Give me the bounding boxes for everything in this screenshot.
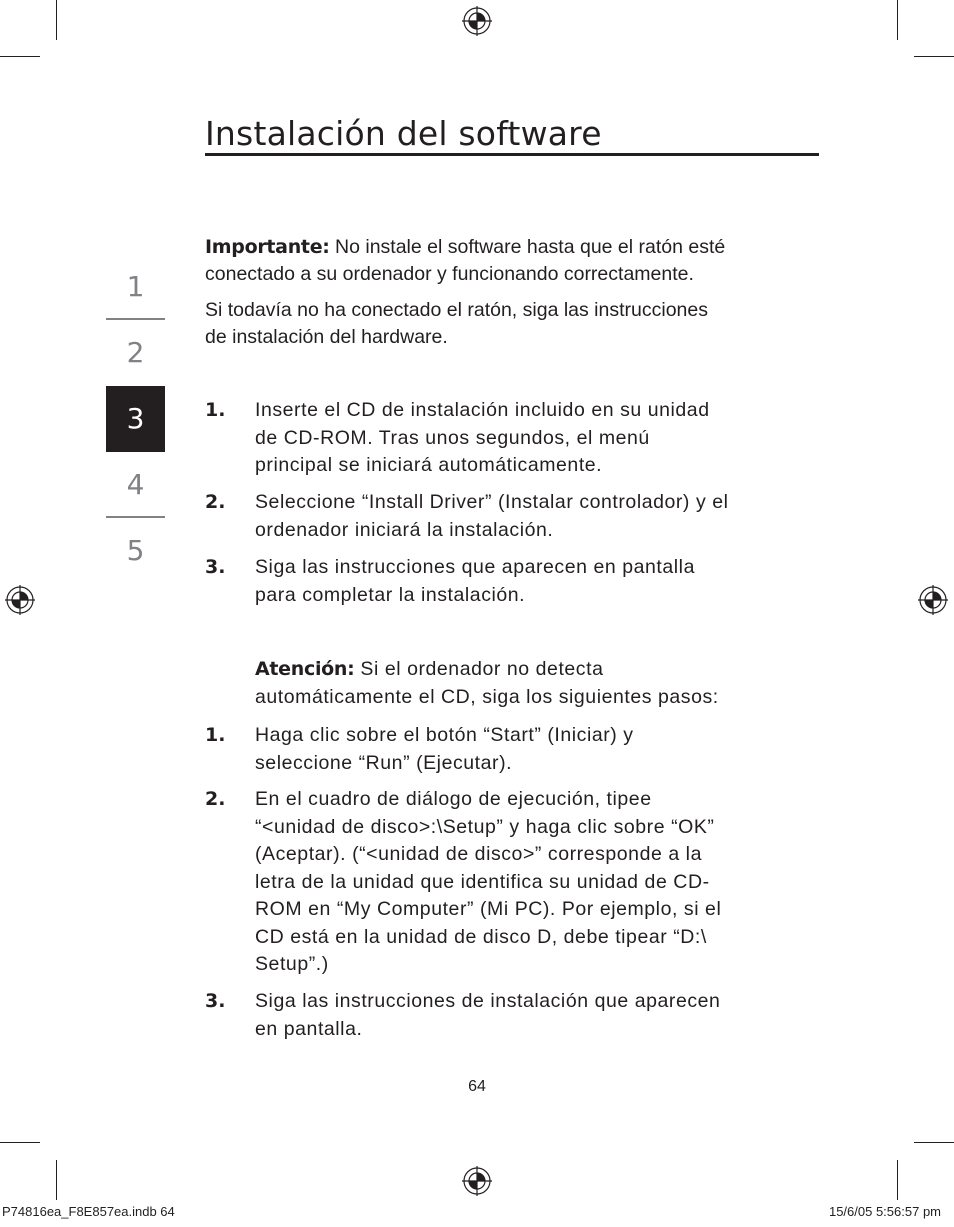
page-title: Instalación del software xyxy=(205,114,602,153)
crop-mark-bottom-right-vertical xyxy=(897,1160,898,1200)
step-text-line: “<unidad de disco>:\Setup” y haga clic sobre “OK” xyxy=(255,815,715,838)
step-text-line: En el cuadro de diálogo de ejecución, tipee xyxy=(255,788,652,810)
crop-mark-top-right-horizontal xyxy=(914,56,954,57)
step-text xyxy=(255,489,825,544)
attention-text: Si el ordenador no detecta xyxy=(354,658,604,680)
step-text xyxy=(255,397,825,480)
step-text-line: letra de la unidad que identifica su unidad de CD- xyxy=(255,870,710,893)
step-text-line: para completar la instalación. xyxy=(255,583,526,606)
step-text-line: (Aceptar). (“<unidad de disco>” corresponde a la xyxy=(255,843,702,865)
important-note xyxy=(205,234,825,288)
title-underline xyxy=(205,153,819,156)
registration-mark-icon xyxy=(462,1166,492,1196)
hardware-note xyxy=(205,297,825,351)
step-text xyxy=(255,786,825,979)
crop-mark-bottom-left-vertical xyxy=(56,1160,57,1200)
step-text-line: Haga clic sobre el botón “Start” (Iniciar) y xyxy=(255,724,634,746)
step-text-line: ROM en “My Computer” (Mi PC). Por ejemplo, si el xyxy=(255,898,722,920)
page-number: 64 xyxy=(468,1078,486,1095)
step-number: 2. xyxy=(205,491,226,513)
step-text-line: seleccione “Run” (Ejecutar). xyxy=(255,751,513,774)
chapter-tabs xyxy=(106,254,165,584)
chapter-tab-1[interactable]: 1 xyxy=(106,254,165,320)
registration-mark-icon xyxy=(918,585,948,615)
step-number: 3. xyxy=(205,990,226,1012)
registration-mark-icon xyxy=(462,6,492,36)
step-text xyxy=(255,722,825,777)
chapter-tab-3[interactable]: 3 xyxy=(106,386,165,452)
important-text: conectado a su ordenador y funcionando correctamente. xyxy=(205,263,694,285)
crop-mark-top-left-vertical xyxy=(56,0,57,40)
step-text xyxy=(255,554,825,609)
chapter-tab-4[interactable]: 4 xyxy=(106,452,165,518)
crop-mark-bottom-right-horizontal xyxy=(914,1142,954,1143)
step-text-line: de CD-ROM. Tras unos segundos, el menú xyxy=(255,426,650,449)
chapter-tab-5[interactable]: 5 xyxy=(126,534,145,567)
hardware-note-text: de instalación del hardware. xyxy=(205,326,448,348)
registration-mark-icon xyxy=(5,585,35,615)
chapter-tab-2[interactable]: 2 xyxy=(126,336,145,369)
step-text-line: principal se iniciará automáticamente. xyxy=(255,454,603,476)
important-label: Importante: xyxy=(205,236,330,258)
step-text xyxy=(255,988,825,1043)
attention-label: Atención: xyxy=(255,658,355,680)
step-text-line: Siga las instrucciones que aparecen en pantalla xyxy=(255,556,695,578)
print-slug-file: P74816ea_F8E857ea.indb 64 xyxy=(2,1204,175,1219)
step-number: 1. xyxy=(205,724,226,746)
step-number: 3. xyxy=(205,556,226,578)
print-slug-timestamp: 15/6/05 5:56:57 pm xyxy=(828,1204,941,1219)
step-number: 2. xyxy=(205,788,226,810)
step-text-line: Siga las instrucciones de instalación que aparecen xyxy=(255,990,721,1012)
crop-mark-top-left-horizontal xyxy=(0,56,40,57)
step-text-line: Inserte el CD de instalación incluido en su unidad xyxy=(255,399,710,421)
step-text-line: ordenador iniciará la instalación. xyxy=(255,518,554,541)
step-text-line: CD está en la unidad de disco D, debe tipear “D:\ xyxy=(255,925,707,948)
step-number: 1. xyxy=(205,399,226,421)
step-text-line: en pantalla. xyxy=(255,1017,363,1040)
attention-text: automáticamente el CD, siga los siguientes pasos: xyxy=(255,685,719,708)
step-text-line: Setup”.) xyxy=(255,953,329,975)
attention-note xyxy=(255,656,825,711)
important-text: No instale el software hasta que el ratón esté xyxy=(329,236,726,258)
hardware-note-text: Si todavía no ha conectado el ratón, siga las instrucciones xyxy=(205,299,708,321)
step-text-line: Seleccione “Install Driver” (Instalar controlador) y el xyxy=(255,491,729,513)
crop-mark-top-right-vertical xyxy=(897,0,898,40)
crop-mark-bottom-left-horizontal xyxy=(0,1142,40,1143)
